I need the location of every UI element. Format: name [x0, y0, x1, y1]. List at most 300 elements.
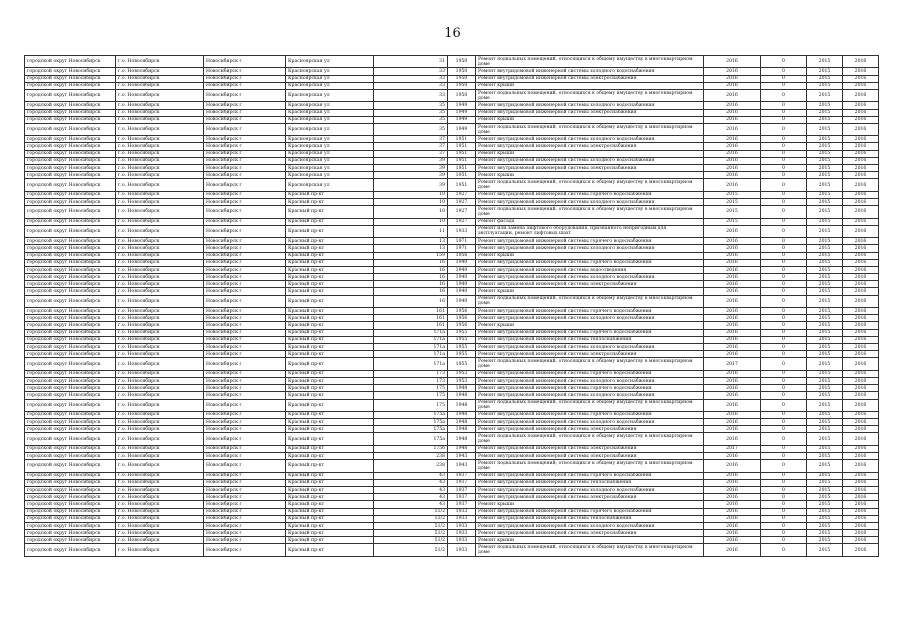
locality-cell: Новосибирск г [204, 218, 286, 225]
period-end-cell: 2016 [843, 501, 879, 508]
street-cell: Красный пр-кт [286, 494, 374, 501]
period-end-cell: 2016 [843, 351, 879, 358]
city-cell: г.о. Новосибирск [116, 238, 204, 245]
district-cell: городской округ Новосибирск [25, 123, 116, 135]
house-cell: 175а [374, 433, 448, 445]
year-cell: 1951 [448, 157, 476, 164]
period-end-cell: 2016 [843, 544, 879, 556]
work-type-cell: Ремонт подвальных помещений, относящихся к общему имуществу в многоквартирном доме [476, 358, 704, 370]
locality-cell: Новосибирск г [204, 479, 286, 486]
year-cell: 1948 [448, 399, 476, 411]
house-cell: 35 [374, 109, 448, 116]
work-type-cell: Ремонт подвальных помещений, относящихся к общему имуществу в многоквартирном доме [476, 399, 704, 411]
work-type-cell: Ремонт или замена лифтового оборудования, признанного непригодным для эксплуатации, ремонт лифтовых шахт [476, 225, 704, 237]
year-cell: 1948 [448, 392, 476, 399]
year-cell: 1927 [448, 218, 476, 225]
city-cell: г.о. Новосибирск [116, 460, 204, 472]
street-cell: Красный пр-кт [286, 530, 374, 537]
city-cell: г.о. Новосибирск [116, 123, 204, 135]
house-cell: 39 [374, 179, 448, 191]
plan-year-cell: 2016 [704, 322, 761, 329]
year-cell: 1949 [448, 123, 476, 135]
table-row [25, 218, 879, 225]
period-end-cell: 2016 [843, 308, 879, 315]
period-end-cell: 2016 [843, 530, 879, 537]
period-start-cell: 2015 [807, 399, 843, 411]
table-row [25, 288, 879, 295]
period-start-cell: 2015 [807, 479, 843, 486]
period-end-cell: 2016 [843, 479, 879, 486]
period-start-cell: 2015 [807, 370, 843, 377]
house-cell: 35 [374, 123, 448, 135]
city-cell: г.о. Новосибирск [116, 537, 204, 544]
year-cell: 1937 [448, 501, 476, 508]
year-cell: 1951 [448, 179, 476, 191]
work-type-cell: Ремонт внутридомовой инженерной системы электроснабжения [476, 530, 704, 537]
locality-cell: Новосибирск г [204, 426, 286, 433]
city-cell: г.о. Новосибирск [116, 370, 204, 377]
work-type-cell: Ремонт подвальных помещений, относящихся к общему имуществу в многоквартирном доме [476, 295, 704, 307]
street-cell: Красноярская ул [286, 89, 374, 101]
district-cell: городской округ Новосибирск [25, 433, 116, 445]
street-cell: Красный пр-кт [286, 522, 374, 529]
year-cell: 1927 [448, 199, 476, 206]
locality-cell: Новосибирск г [204, 433, 286, 445]
district-cell: городской округ Новосибирск [25, 199, 116, 206]
house-cell: 10 [374, 206, 448, 218]
period-end-cell: 2016 [843, 411, 879, 418]
street-cell: Красный пр-кт [286, 245, 374, 252]
district-cell: городской округ Новосибирск [25, 157, 116, 164]
table-row [25, 358, 879, 370]
district-cell: городской округ Новосибирск [25, 150, 116, 157]
period-end-cell: 2016 [843, 172, 879, 179]
table-row [25, 479, 879, 486]
district-cell: городской округ Новосибирск [25, 238, 116, 245]
year-cell: 1955 [448, 343, 476, 350]
street-cell: Красный пр-кт [286, 426, 374, 433]
plan-year-cell: 2017 [704, 358, 761, 370]
city-cell: г.о. Новосибирск [116, 143, 204, 150]
locality-cell: Новосибирск г [204, 172, 286, 179]
work-type-cell: Ремонт подвальных помещений, относящихся к общему имуществу в многоквартирном доме [476, 206, 704, 218]
zero-cell: 0 [761, 56, 807, 68]
city-cell: г.о. Новосибирск [116, 453, 204, 460]
period-start-cell: 2015 [807, 82, 843, 89]
period-start-cell: 2015 [807, 385, 843, 392]
district-cell: городской округ Новосибирск [25, 460, 116, 472]
work-type-cell: Ремонт внутридомовой инженерной системы теплоснабжения [476, 515, 704, 522]
work-type-cell: Ремонт подвальных помещений, относящихся к общему имуществу в многоквартирном доме [476, 179, 704, 191]
locality-cell: Новосибирск г [204, 116, 286, 123]
plan-year-cell: 2016 [704, 385, 761, 392]
plan-year-cell: 2016 [704, 460, 761, 472]
district-cell: городской округ Новосибирск [25, 102, 116, 109]
zero-cell: 0 [761, 259, 807, 266]
district-cell: городской округ Новосибирск [25, 392, 116, 399]
locality-cell: Новосибирск г [204, 179, 286, 191]
plan-year-cell: 2016 [704, 399, 761, 411]
plan-year-cell: 2016 [704, 245, 761, 252]
plan-year-cell: 2015 [704, 199, 761, 206]
street-cell: Красноярская ул [286, 179, 374, 191]
locality-cell: Новосибирск г [204, 252, 286, 259]
street-cell: Красный пр-кт [286, 508, 374, 515]
locality-cell: Новосибирск г [204, 102, 286, 109]
district-cell: городской округ Новосибирск [25, 172, 116, 179]
street-cell: Красноярская ул [286, 172, 374, 179]
period-start-cell: 2015 [807, 501, 843, 508]
plan-year-cell: 2016 [704, 123, 761, 135]
house-cell: 10 [374, 218, 448, 225]
plan-year-cell: 2016 [704, 75, 761, 82]
city-cell: г.о. Новосибирск [116, 486, 204, 493]
district-cell: городской округ Новосибирск [25, 288, 116, 295]
zero-cell: 0 [761, 433, 807, 445]
table-row [25, 238, 879, 245]
locality-cell: Новосибирск г [204, 385, 286, 392]
street-cell: Красноярская ул [286, 82, 374, 89]
table-row [25, 433, 879, 445]
house-cell: 171а [374, 329, 448, 336]
plan-year-cell: 2016 [704, 377, 761, 384]
street-cell: Красный пр-кт [286, 281, 374, 288]
city-cell: г.о. Новосибирск [116, 199, 204, 206]
year-cell: 1955 [448, 358, 476, 370]
locality-cell: Новосибирск г [204, 322, 286, 329]
table-row [25, 336, 879, 343]
house-cell: 37 [374, 150, 448, 157]
zero-cell: 0 [761, 143, 807, 150]
zero-cell: 0 [761, 530, 807, 537]
period-end-cell: 2016 [843, 522, 879, 529]
work-type-cell: Ремонт внутридомовой инженерной системы электроснабжения [476, 494, 704, 501]
house-cell: 175а [374, 411, 448, 418]
street-cell: Красный пр-кт [286, 537, 374, 544]
table-row [25, 522, 879, 529]
period-start-cell: 2015 [807, 102, 843, 109]
period-start-cell: 2015 [807, 358, 843, 370]
zero-cell: 0 [761, 426, 807, 433]
house-cell: 51/2 [374, 522, 448, 529]
district-cell: городской округ Новосибирск [25, 351, 116, 358]
plan-year-cell: 2016 [704, 82, 761, 89]
year-cell: 1971 [448, 245, 476, 252]
plan-year-cell: 2015 [704, 191, 761, 198]
work-type-cell: Ремонт внутридомовой инженерной системы электроснабжения [476, 109, 704, 116]
locality-cell: Новосибирск г [204, 288, 286, 295]
year-cell: 1943 [448, 453, 476, 460]
street-cell: Красный пр-кт [286, 225, 374, 237]
plan-year-cell: 2016 [704, 433, 761, 445]
table-row [25, 206, 879, 218]
district-cell: городской округ Новосибирск [25, 56, 116, 68]
house-cell: 43 [374, 494, 448, 501]
city-cell: г.о. Новосибирск [116, 343, 204, 350]
city-cell: г.о. Новосибирск [116, 385, 204, 392]
city-cell: г.о. Новосибирск [116, 218, 204, 225]
year-cell: 1971 [448, 238, 476, 245]
work-type-cell: Ремонт внутридомовой инженерной системы холодного водоснабжения [476, 157, 704, 164]
locality-cell: Новосибирск г [204, 109, 286, 116]
city-cell: г.о. Новосибирск [116, 399, 204, 411]
plan-year-cell: 2016 [704, 225, 761, 237]
period-end-cell: 2016 [843, 75, 879, 82]
table-row [25, 199, 879, 206]
table-row [25, 123, 879, 135]
house-cell: 171а [374, 343, 448, 350]
house-cell: 43 [374, 472, 448, 479]
house-cell: 39 [374, 172, 448, 179]
district-cell: городской округ Новосибирск [25, 411, 116, 418]
period-end-cell: 2016 [843, 123, 879, 135]
year-cell: 1956 [448, 308, 476, 315]
house-cell: 16 [374, 259, 448, 266]
work-type-cell: Ремонт внутридомовой инженерной системы электроснабжения [476, 453, 704, 460]
zero-cell: 0 [761, 116, 807, 123]
house-cell: 16 [374, 281, 448, 288]
zero-cell: 0 [761, 308, 807, 315]
zero-cell: 0 [761, 537, 807, 544]
zero-cell: 0 [761, 419, 807, 426]
work-type-cell: Ремонт внутридомовой инженерной системы электроснабжения [476, 143, 704, 150]
plan-year-cell: 2016 [704, 89, 761, 101]
period-start-cell: 2015 [807, 508, 843, 515]
table-row [25, 136, 879, 143]
period-start-cell: 2015 [807, 315, 843, 322]
city-cell: г.о. Новосибирск [116, 358, 204, 370]
plan-year-cell: 2016 [704, 102, 761, 109]
zero-cell: 0 [761, 445, 807, 452]
district-cell: городской округ Новосибирск [25, 179, 116, 191]
house-cell: 33 [374, 89, 448, 101]
zero-cell: 0 [761, 274, 807, 281]
plan-year-cell: 2016 [704, 136, 761, 143]
zero-cell: 0 [761, 486, 807, 493]
table-row [25, 165, 879, 172]
table-row [25, 419, 879, 426]
street-cell: Красный пр-кт [286, 385, 374, 392]
city-cell: г.о. Новосибирск [116, 82, 204, 89]
zero-cell: 0 [761, 358, 807, 370]
period-end-cell: 2016 [843, 199, 879, 206]
zero-cell: 0 [761, 206, 807, 218]
work-type-cell: Ремонт внутридомовой инженерной системы горячего водоснабжения [476, 508, 704, 515]
work-type-cell: Ремонт подвальных помещений, относящихся к общему имуществу в многоквартирном доме [476, 460, 704, 472]
district-cell: городской округ Новосибирск [25, 453, 116, 460]
house-cell: 37 [374, 136, 448, 143]
plan-year-cell: 2016 [704, 281, 761, 288]
year-cell: 1949 [448, 116, 476, 123]
locality-cell: Новосибирск г [204, 82, 286, 89]
table-row [25, 259, 879, 266]
period-start-cell: 2015 [807, 522, 843, 529]
locality-cell: Новосибирск г [204, 225, 286, 237]
work-type-cell: Ремонт крыши [476, 288, 704, 295]
house-cell: 13 [374, 238, 448, 245]
locality-cell: Новосибирск г [204, 89, 286, 101]
period-end-cell: 2016 [843, 266, 879, 273]
zero-cell: 0 [761, 515, 807, 522]
locality-cell: Новосибирск г [204, 245, 286, 252]
period-end-cell: 2016 [843, 315, 879, 322]
table-row [25, 315, 879, 322]
street-cell: Красный пр-кт [286, 433, 374, 445]
plan-year-cell: 2016 [704, 308, 761, 315]
period-end-cell: 2016 [843, 218, 879, 225]
year-cell: 1950 [448, 89, 476, 101]
plan-year-cell: 2016 [704, 315, 761, 322]
year-cell: 1933 [448, 537, 476, 544]
street-cell: Красный пр-кт [286, 252, 374, 259]
year-cell: 1927 [448, 206, 476, 218]
plan-year-cell: 2016 [704, 336, 761, 343]
table-row [25, 385, 879, 392]
zero-cell: 0 [761, 266, 807, 273]
street-cell: Красный пр-кт [286, 322, 374, 329]
locality-cell: Новосибирск г [204, 56, 286, 68]
period-end-cell: 2016 [843, 150, 879, 157]
zero-cell: 0 [761, 322, 807, 329]
district-cell: городской округ Новосибирск [25, 329, 116, 336]
house-cell: 171а [374, 351, 448, 358]
table-row [25, 501, 879, 508]
house-cell: 33 [374, 82, 448, 89]
city-cell: г.о. Новосибирск [116, 501, 204, 508]
house-cell: 35 [374, 116, 448, 123]
street-cell: Красный пр-кт [286, 453, 374, 460]
work-type-cell: Ремонт внутридомовой инженерной системы теплоснабжения [476, 336, 704, 343]
table-row [25, 172, 879, 179]
period-start-cell: 2015 [807, 116, 843, 123]
work-type-cell: Ремонт подвальных помещений, относящихся к общему имуществу в многоквартирном доме [476, 433, 704, 445]
locality-cell: Новосибирск г [204, 295, 286, 307]
locality-cell: Новосибирск г [204, 329, 286, 336]
locality-cell: Новосибирск г [204, 508, 286, 515]
house-cell: 16 [374, 274, 448, 281]
house-cell: 51/2 [374, 544, 448, 556]
street-cell: Красный пр-кт [286, 218, 374, 225]
street-cell: Красный пр-кт [286, 445, 374, 452]
period-start-cell: 2015 [807, 259, 843, 266]
locality-cell: Новосибирск г [204, 343, 286, 350]
city-cell: г.о. Новосибирск [116, 179, 204, 191]
table-row [25, 472, 879, 479]
plan-year-cell: 2016 [704, 157, 761, 164]
house-cell: 175а [374, 419, 448, 426]
year-cell: 1927 [448, 191, 476, 198]
zero-cell: 0 [761, 109, 807, 116]
period-end-cell: 2016 [843, 370, 879, 377]
street-cell: Красноярская ул [286, 102, 374, 109]
city-cell: г.о. Новосибирск [116, 75, 204, 82]
period-start-cell: 2015 [807, 191, 843, 198]
table-row [25, 537, 879, 544]
page-number: 16 [444, 26, 461, 41]
street-cell: Красный пр-кт [286, 199, 374, 206]
city-cell: г.о. Новосибирск [116, 522, 204, 529]
work-type-cell: Ремонт фасада [476, 218, 704, 225]
year-cell: 1950 [448, 68, 476, 75]
table-row [25, 225, 879, 237]
work-type-cell: Ремонт внутридомовой инженерной системы холодного водоснабжения [476, 199, 704, 206]
locality-cell: Новосибирск г [204, 238, 286, 245]
period-start-cell: 2015 [807, 494, 843, 501]
plan-year-cell: 2016 [704, 288, 761, 295]
house-cell: 238 [374, 453, 448, 460]
zero-cell: 0 [761, 460, 807, 472]
period-end-cell: 2016 [843, 274, 879, 281]
table-row [25, 102, 879, 109]
district-cell: городской округ Новосибирск [25, 295, 116, 307]
locality-cell: Новосибирск г [204, 460, 286, 472]
work-type-cell: Ремонт внутридомовой инженерной системы холодного водоснабжения [476, 392, 704, 399]
year-cell: 1940 [448, 259, 476, 266]
house-cell: 33 [374, 75, 448, 82]
house-cell: 175 [374, 392, 448, 399]
year-cell: 1956 [448, 315, 476, 322]
year-cell: 1950 [448, 56, 476, 68]
city-cell: г.о. Новосибирск [116, 419, 204, 426]
period-end-cell: 2016 [843, 445, 879, 452]
city-cell: г.о. Новосибирск [116, 281, 204, 288]
street-cell: Красноярская ул [286, 56, 374, 68]
period-start-cell: 2015 [807, 56, 843, 68]
district-cell: городской округ Новосибирск [25, 245, 116, 252]
work-type-cell: Ремонт внутридомовой инженерной системы электроснабжения [476, 281, 704, 288]
street-cell: Красный пр-кт [286, 544, 374, 556]
district-cell: городской округ Новосибирск [25, 370, 116, 377]
year-cell: 1933 [448, 515, 476, 522]
locality-cell: Новосибирск г [204, 358, 286, 370]
locality-cell: Новосибирск г [204, 494, 286, 501]
year-cell: 1933 [448, 508, 476, 515]
period-end-cell: 2016 [843, 508, 879, 515]
period-end-cell: 2016 [843, 259, 879, 266]
city-cell: г.о. Новосибирск [116, 508, 204, 515]
table-row [25, 308, 879, 315]
period-end-cell: 2016 [843, 377, 879, 384]
street-cell: Красный пр-кт [286, 501, 374, 508]
house-cell: 175 [374, 385, 448, 392]
work-type-cell: Ремонт внутридомовой инженерной системы горячего водоснабжения [476, 308, 704, 315]
city-cell: г.о. Новосибирск [116, 165, 204, 172]
district-cell: городской округ Новосибирск [25, 82, 116, 89]
period-start-cell: 2015 [807, 109, 843, 116]
plan-year-cell: 2016 [704, 329, 761, 336]
zero-cell: 0 [761, 218, 807, 225]
district-cell: городской округ Новосибирск [25, 445, 116, 452]
period-start-cell: 2015 [807, 288, 843, 295]
locality-cell: Новосибирск г [204, 377, 286, 384]
table-row [25, 544, 879, 556]
house-cell: 39 [374, 157, 448, 164]
locality-cell: Новосибирск г [204, 453, 286, 460]
street-cell: Красный пр-кт [286, 399, 374, 411]
house-cell: 43 [374, 486, 448, 493]
district-cell: городской округ Новосибирск [25, 515, 116, 522]
locality-cell: Новосибирск г [204, 157, 286, 164]
zero-cell: 0 [761, 385, 807, 392]
table-row [25, 89, 879, 101]
period-end-cell: 2016 [843, 252, 879, 259]
period-start-cell: 2015 [807, 308, 843, 315]
table-row [25, 329, 879, 336]
zero-cell: 0 [761, 89, 807, 101]
locality-cell: Новосибирск г [204, 308, 286, 315]
zero-cell: 0 [761, 411, 807, 418]
district-cell: городской округ Новосибирск [25, 426, 116, 433]
